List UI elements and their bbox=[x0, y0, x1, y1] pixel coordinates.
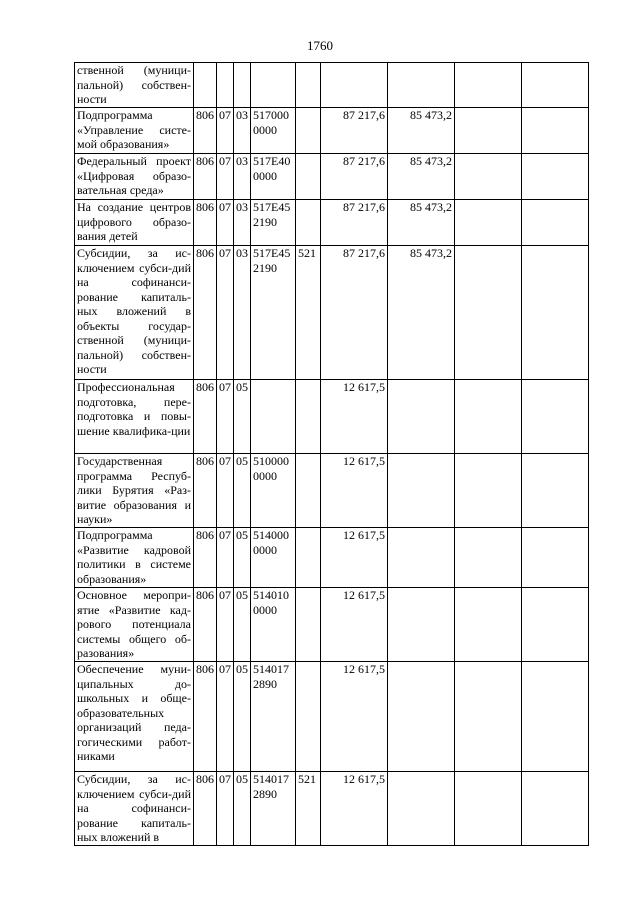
budget-table bbox=[74, 62, 589, 846]
item-name-cell: Обеспечение муни-ципальных до-школьных и обще-образовательных организаций педа-гогическими работ-никами bbox=[75, 662, 194, 772]
amount-2-cell bbox=[388, 772, 455, 846]
amount-1-cell: 12 617,5 bbox=[321, 380, 388, 454]
expense-type-cell bbox=[296, 588, 321, 662]
amount-2-cell bbox=[388, 63, 455, 108]
amount-2-cell: 85 473,2 bbox=[388, 246, 455, 380]
page-number: 1760 bbox=[307, 38, 333, 53]
amount-1-cell: 87 217,6 bbox=[321, 246, 388, 380]
amount-1-cell: 12 617,5 bbox=[321, 588, 388, 662]
amount-2-cell bbox=[388, 588, 455, 662]
amount-1-cell: 87 217,6 bbox=[321, 200, 388, 246]
amount-4-cell bbox=[522, 772, 589, 846]
table-row bbox=[75, 246, 589, 380]
amount-4-cell bbox=[522, 246, 589, 380]
subsection-code-cell bbox=[234, 63, 251, 108]
amount-1-cell: 12 617,5 bbox=[321, 772, 388, 846]
subsection-code-cell: 03 bbox=[234, 200, 251, 246]
item-name-cell: На создание центров цифрового образо-вания детей bbox=[75, 200, 194, 246]
amount-1-cell: 12 617,5 bbox=[321, 454, 388, 528]
expense-type-cell bbox=[296, 528, 321, 588]
amount-3-cell bbox=[455, 772, 522, 846]
target-article-cell: 514010 0000 bbox=[251, 588, 296, 662]
amount-1-cell: 87 217,6 bbox=[321, 154, 388, 200]
section-code-cell: 07 bbox=[217, 200, 234, 246]
amount-2-cell: 85 473,2 bbox=[388, 108, 455, 154]
ministry-code-cell bbox=[194, 63, 217, 108]
amount-3-cell bbox=[455, 662, 522, 772]
section-code-cell: 07 bbox=[217, 662, 234, 772]
amount-3-cell bbox=[455, 200, 522, 246]
ministry-code-cell: 806 bbox=[194, 772, 217, 846]
target-article-cell: 514000 0000 bbox=[251, 528, 296, 588]
ministry-code-cell: 806 bbox=[194, 154, 217, 200]
ministry-code-cell: 806 bbox=[194, 454, 217, 528]
amount-1-cell: 12 617,5 bbox=[321, 662, 388, 772]
expense-type-cell: 521 bbox=[296, 772, 321, 846]
section-code-cell: 07 bbox=[217, 528, 234, 588]
amount-1-cell: 87 217,6 bbox=[321, 108, 388, 154]
target-article-cell: 514017 2890 bbox=[251, 772, 296, 846]
target-article-cell: 514017 2890 bbox=[251, 662, 296, 772]
amount-2-cell bbox=[388, 528, 455, 588]
table-row bbox=[75, 662, 589, 772]
amount-2-cell: 85 473,2 bbox=[388, 154, 455, 200]
item-name-cell: Основное меропри-ятие «Развитие кад-рового потенциала системы общего об-разования» bbox=[75, 588, 194, 662]
item-name-cell: Субсидии, за ис-ключением субси-дий на софинанси-рование капиталь-ных вложений в bbox=[75, 772, 194, 846]
expense-type-cell bbox=[296, 154, 321, 200]
amount-4-cell bbox=[522, 662, 589, 772]
amount-2-cell bbox=[388, 662, 455, 772]
target-article-cell bbox=[251, 63, 296, 108]
target-article-cell: 517E45 2190 bbox=[251, 246, 296, 380]
amount-1-cell: 12 617,5 bbox=[321, 528, 388, 588]
expense-type-cell: 521 bbox=[296, 246, 321, 380]
amount-3-cell bbox=[455, 154, 522, 200]
amount-2-cell bbox=[388, 380, 455, 454]
ministry-code-cell: 806 bbox=[194, 588, 217, 662]
expense-type-cell bbox=[296, 108, 321, 154]
amount-3-cell bbox=[455, 454, 522, 528]
section-code-cell: 07 bbox=[217, 772, 234, 846]
table-row bbox=[75, 200, 589, 246]
subsection-code-cell: 05 bbox=[234, 380, 251, 454]
amount-1-cell bbox=[321, 63, 388, 108]
subsection-code-cell: 05 bbox=[234, 528, 251, 588]
table-row bbox=[75, 108, 589, 154]
table-row bbox=[75, 772, 589, 846]
amount-3-cell bbox=[455, 588, 522, 662]
target-article-cell bbox=[251, 380, 296, 454]
table-row bbox=[75, 380, 589, 454]
amount-4-cell bbox=[522, 454, 589, 528]
amount-4-cell bbox=[522, 200, 589, 246]
ministry-code-cell: 806 bbox=[194, 246, 217, 380]
section-code-cell: 07 bbox=[217, 454, 234, 528]
item-name-cell: Субсидии, за ис-ключением субси-дий на софинанси-рование капиталь-ных вложений в объекты государ-ственной (муници-пальной) собствен-ности bbox=[75, 246, 194, 380]
table-row bbox=[75, 154, 589, 200]
target-article-cell: 517E45 2190 bbox=[251, 200, 296, 246]
table-row bbox=[75, 63, 589, 108]
target-article-cell: 517000 0000 bbox=[251, 108, 296, 154]
amount-3-cell bbox=[455, 380, 522, 454]
target-article-cell: 517E40 0000 bbox=[251, 154, 296, 200]
item-name-cell: ственной (муници-пальной) собствен-ности bbox=[75, 63, 194, 108]
item-name-cell: Государственная программа Респуб-лики Бурятия «Раз-витие образования и науки» bbox=[75, 454, 194, 528]
ministry-code-cell: 806 bbox=[194, 108, 217, 154]
ministry-code-cell: 806 bbox=[194, 662, 217, 772]
target-article-cell: 510000 0000 bbox=[251, 454, 296, 528]
subsection-code-cell: 05 bbox=[234, 454, 251, 528]
amount-3-cell bbox=[455, 63, 522, 108]
subsection-code-cell: 05 bbox=[234, 588, 251, 662]
ministry-code-cell: 806 bbox=[194, 200, 217, 246]
amount-3-cell bbox=[455, 246, 522, 380]
section-code-cell: 07 bbox=[217, 154, 234, 200]
subsection-code-cell: 03 bbox=[234, 108, 251, 154]
expense-type-cell bbox=[296, 454, 321, 528]
amount-4-cell bbox=[522, 108, 589, 154]
amount-3-cell bbox=[455, 108, 522, 154]
expense-type-cell bbox=[296, 380, 321, 454]
subsection-code-cell: 05 bbox=[234, 772, 251, 846]
subsection-code-cell: 03 bbox=[234, 154, 251, 200]
table-row bbox=[75, 454, 589, 528]
section-code-cell bbox=[217, 63, 234, 108]
item-name-cell: Подпрограмма «Управление систе-мой образования» bbox=[75, 108, 194, 154]
amount-2-cell: 85 473,2 bbox=[388, 200, 455, 246]
section-code-cell: 07 bbox=[217, 588, 234, 662]
item-name-cell: Федеральный проект «Цифровая образо-вательная среда» bbox=[75, 154, 194, 200]
table-row bbox=[75, 528, 589, 588]
table-row bbox=[75, 588, 589, 662]
expense-type-cell bbox=[296, 63, 321, 108]
amount-3-cell bbox=[455, 528, 522, 588]
subsection-code-cell: 03 bbox=[234, 246, 251, 380]
section-code-cell: 07 bbox=[217, 108, 234, 154]
expense-type-cell bbox=[296, 662, 321, 772]
item-name-cell: Подпрограмма «Развитие кадровой политики в системе образования» bbox=[75, 528, 194, 588]
ministry-code-cell: 806 bbox=[194, 380, 217, 454]
subsection-code-cell: 05 bbox=[234, 662, 251, 772]
amount-4-cell bbox=[522, 154, 589, 200]
ministry-code-cell: 806 bbox=[194, 528, 217, 588]
section-code-cell: 07 bbox=[217, 380, 234, 454]
amount-2-cell bbox=[388, 454, 455, 528]
section-code-cell: 07 bbox=[217, 246, 234, 380]
amount-4-cell bbox=[522, 528, 589, 588]
amount-4-cell bbox=[522, 63, 589, 108]
amount-4-cell bbox=[522, 588, 589, 662]
item-name-cell: Профессиональная подготовка, пере-подготовка и повы-шение квалифика-ции bbox=[75, 380, 194, 454]
amount-4-cell bbox=[522, 380, 589, 454]
expense-type-cell bbox=[296, 200, 321, 246]
